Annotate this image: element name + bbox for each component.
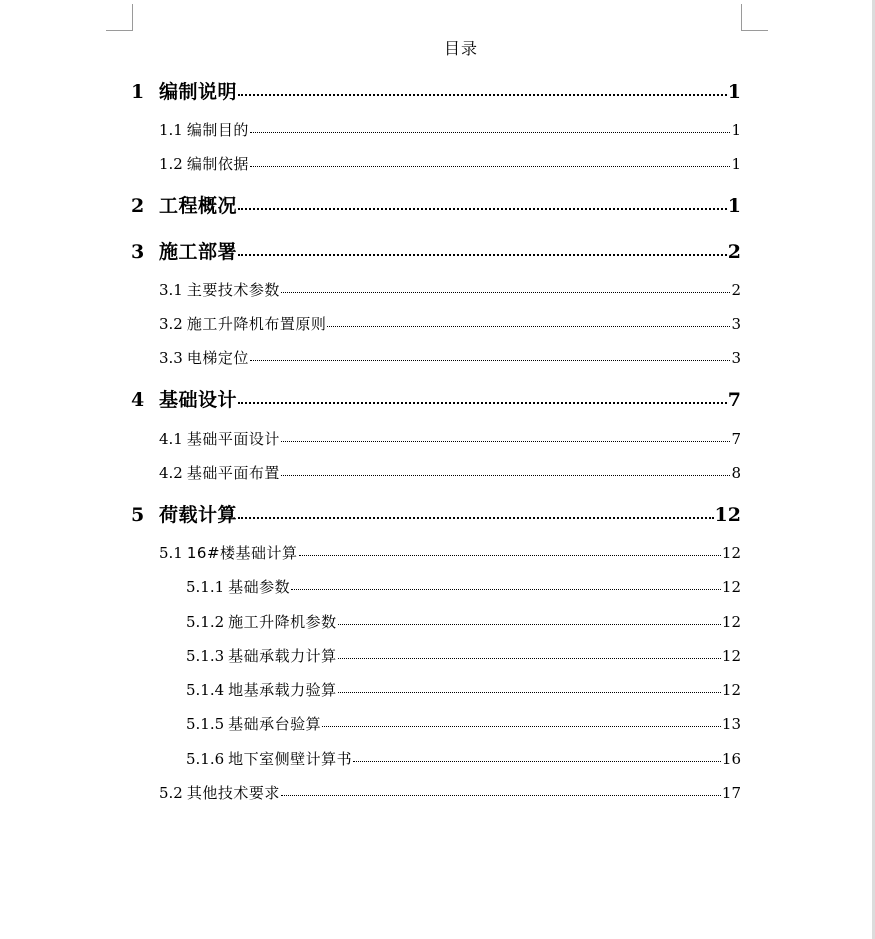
toc-entry-page: 2 bbox=[727, 241, 741, 263]
toc-entry-title: 施工升降机参数 bbox=[228, 613, 337, 631]
toc-entry-5-1-6[interactable] bbox=[186, 748, 741, 769]
toc-entry-number: 5.2 bbox=[159, 784, 183, 802]
toc-entry-5-1-5[interactable] bbox=[186, 713, 741, 734]
toc-entry-number: 5 bbox=[131, 504, 145, 526]
toc-entry-title: 施工部署 bbox=[159, 241, 238, 263]
toc-entry-number: 5.1.6 bbox=[186, 750, 225, 768]
toc-entry-title: 电梯定位 bbox=[186, 349, 249, 367]
toc-entry-title: 其他技术要求 bbox=[186, 784, 280, 802]
dot-leader bbox=[281, 783, 721, 798]
toc-entry-title: 基础平面设计 bbox=[186, 430, 280, 448]
toc-entry-3-2[interactable] bbox=[159, 313, 741, 334]
toc-entry-title: 主要技术参数 bbox=[186, 281, 280, 299]
toc-entry-number: 5.1.1 bbox=[186, 578, 225, 596]
dot-leader bbox=[250, 154, 731, 169]
dot-leader bbox=[281, 280, 731, 295]
toc-entry-3[interactable] bbox=[131, 237, 741, 264]
dot-leader bbox=[238, 79, 727, 98]
toc-entry-4-2[interactable] bbox=[159, 462, 741, 483]
dot-leader bbox=[281, 463, 731, 478]
toc-entry-5-1-4[interactable] bbox=[186, 679, 741, 700]
toc-entry-number: 3.3 bbox=[159, 349, 183, 367]
toc-entry-page: 8 bbox=[731, 464, 741, 482]
toc-entry-number: 2 bbox=[131, 195, 145, 217]
toc-entry-title: 荷载计算 bbox=[159, 504, 238, 526]
toc-entry-title: 工程概况 bbox=[159, 195, 238, 217]
toc-entry-page: 12 bbox=[721, 578, 741, 596]
dot-leader bbox=[338, 646, 721, 661]
dot-leader bbox=[327, 314, 730, 329]
toc-entry-page: 1 bbox=[731, 121, 741, 139]
dot-leader bbox=[250, 348, 731, 363]
toc-entry-page: 12 bbox=[721, 544, 741, 562]
toc-entry-title: 编制说明 bbox=[159, 81, 238, 103]
dot-leader bbox=[322, 714, 721, 729]
toc-entry-number: 5.1.2 bbox=[186, 613, 225, 631]
toc-entry-5[interactable] bbox=[131, 500, 741, 527]
toc-entry-page: 12 bbox=[714, 504, 741, 526]
toc-entry-1-1[interactable] bbox=[159, 119, 741, 140]
toc-entry-3-1[interactable] bbox=[159, 279, 741, 300]
dot-leader bbox=[353, 749, 721, 764]
dot-leader bbox=[238, 193, 727, 212]
toc-entry-3-3[interactable] bbox=[159, 347, 741, 368]
toc-entry-page: 1 bbox=[727, 81, 741, 103]
toc-entry-5-1-3[interactable] bbox=[186, 645, 741, 666]
toc-entry-number: 5.1.5 bbox=[186, 715, 225, 733]
dot-leader bbox=[238, 239, 727, 258]
toc-entry-title: 编制目的 bbox=[186, 121, 249, 139]
toc-entry-number: 3 bbox=[131, 241, 145, 263]
toc-entry-5-1-1[interactable] bbox=[186, 576, 741, 597]
dot-leader bbox=[299, 543, 721, 558]
toc-entry-number: 1.2 bbox=[159, 155, 183, 173]
toc-entry-page: 17 bbox=[721, 784, 741, 802]
dot-leader bbox=[291, 577, 721, 592]
toc-entry-1-2[interactable] bbox=[159, 153, 741, 174]
toc-entry-1[interactable] bbox=[131, 77, 741, 104]
toc-entry-title: 16#楼基础计算 bbox=[186, 544, 298, 562]
toc-entry-5-1[interactable] bbox=[159, 542, 741, 563]
toc-entry-title: 施工升降机布置原则 bbox=[186, 315, 327, 333]
toc-entry-number: 5.1 bbox=[159, 544, 183, 562]
dot-leader bbox=[338, 680, 721, 695]
toc-entry-page: 12 bbox=[721, 681, 741, 699]
toc-entry-4[interactable] bbox=[131, 385, 741, 412]
toc-entry-page: 12 bbox=[721, 613, 741, 631]
crop-mark-top-left bbox=[106, 4, 133, 31]
toc-entry-page: 7 bbox=[727, 389, 741, 411]
toc-entry-page: 3 bbox=[731, 349, 741, 367]
toc-entry-page: 3 bbox=[731, 315, 741, 333]
toc-entry-title: 编制依据 bbox=[186, 155, 249, 173]
dot-leader bbox=[338, 612, 721, 627]
toc-entry-page: 16 bbox=[721, 750, 741, 768]
dot-leader bbox=[238, 502, 714, 521]
toc-entry-page: 13 bbox=[721, 715, 741, 733]
toc-entry-number: 4.1 bbox=[159, 430, 183, 448]
toc-entry-page: 1 bbox=[731, 155, 741, 173]
toc-title: 目录 bbox=[443, 39, 478, 58]
crop-mark-top-right bbox=[741, 4, 768, 31]
toc-entry-title: 地下室侧壁计算书 bbox=[228, 750, 353, 768]
toc-entry-page: 12 bbox=[721, 647, 741, 665]
toc-entry-2[interactable] bbox=[131, 191, 741, 218]
toc-entry-title: 基础平面布置 bbox=[186, 464, 280, 482]
toc-entry-title: 基础设计 bbox=[159, 389, 238, 411]
toc-entry-page: 7 bbox=[731, 430, 741, 448]
toc-entry-number: 5.1.3 bbox=[186, 647, 225, 665]
dot-leader bbox=[250, 120, 731, 135]
toc-entry-number: 4.2 bbox=[159, 464, 183, 482]
toc-entry-title: 基础参数 bbox=[228, 578, 291, 596]
toc-entry-number: 3.1 bbox=[159, 281, 183, 299]
toc-entry-number: 5.1.4 bbox=[186, 681, 225, 699]
toc-entry-page: 2 bbox=[731, 281, 741, 299]
toc-entry-5-1-2[interactable] bbox=[186, 611, 741, 632]
dot-leader bbox=[238, 387, 727, 406]
toc-entry-page: 1 bbox=[727, 195, 741, 217]
toc-entry-number: 1 bbox=[131, 81, 145, 103]
toc-entry-number: 3.2 bbox=[159, 315, 183, 333]
toc-entry-title: 基础承台验算 bbox=[228, 715, 322, 733]
toc-entry-title: 地基承载力验算 bbox=[228, 681, 337, 699]
toc-entry-5-2[interactable] bbox=[159, 782, 741, 803]
toc-entry-title: 基础承载力计算 bbox=[228, 647, 337, 665]
toc-entry-number: 1.1 bbox=[159, 121, 183, 139]
toc-entry-4-1[interactable] bbox=[159, 428, 741, 449]
toc-entry-number: 4 bbox=[131, 389, 145, 411]
dot-leader bbox=[281, 429, 731, 444]
